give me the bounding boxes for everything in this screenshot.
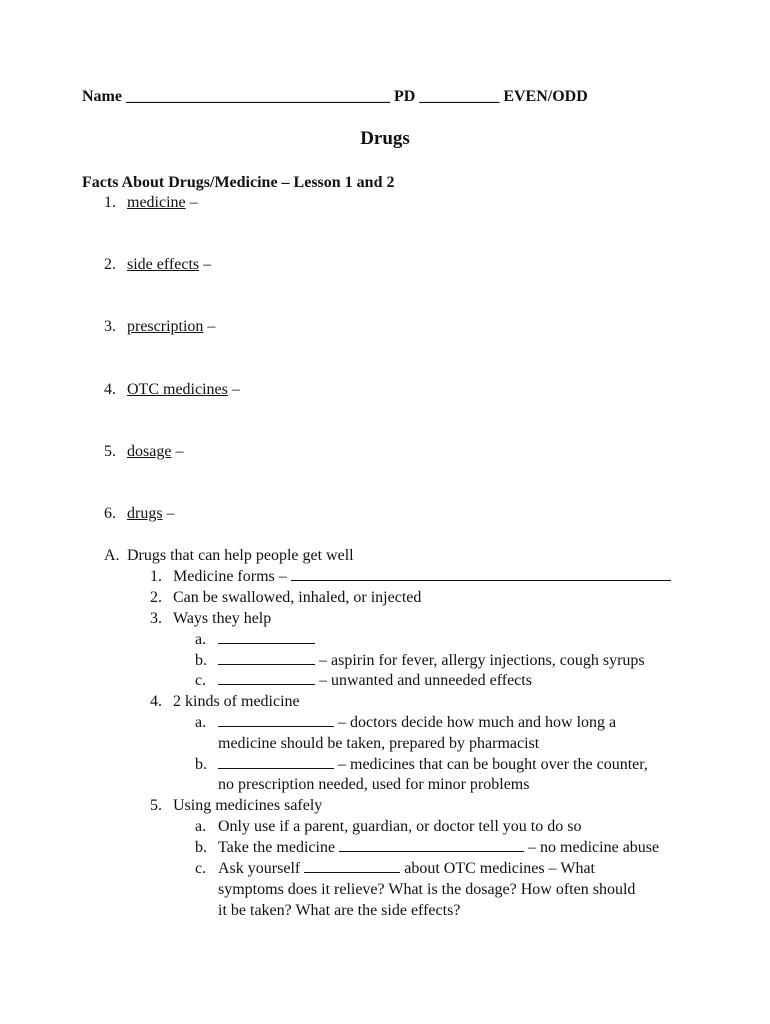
section-heading: Facts About Drugs/Medicine – Lesson 1 and 2 [82, 174, 395, 191]
dash: – [199, 256, 212, 273]
pd-label: PD [393, 88, 416, 105]
outline-subitem [195, 712, 616, 733]
outline-marker: c. [195, 860, 207, 877]
answer-blank [218, 650, 315, 665]
outline-subitem [195, 858, 595, 879]
outline-marker: c. [195, 672, 207, 689]
outline-text: about OTC medicines – What [400, 860, 595, 877]
outline-text: – unwanted and unneeded effects [315, 672, 532, 689]
outline-continuation: symptoms does it relieve? What is the dosage? How often should [218, 881, 636, 898]
outline-subitem [195, 629, 315, 650]
item-number: 3. [104, 318, 116, 335]
definition-item [104, 254, 211, 275]
outline-marker: b. [195, 839, 207, 856]
outline-subitem [195, 837, 659, 858]
term: OTC medicines [127, 381, 228, 398]
term: dosage [127, 443, 172, 460]
outline-text: Drugs that can help people get well [127, 547, 354, 564]
outline-text: Only use if a parent, guardian, or doctor tell you to do so [218, 818, 582, 835]
outline-item [150, 587, 421, 608]
outline-marker: a. [195, 631, 207, 648]
name-blank: _________________________________ [125, 88, 390, 105]
outline-continuation: no prescription needed, used for minor problems [218, 776, 530, 793]
outline-subitem [195, 816, 581, 837]
definition-item [104, 503, 175, 524]
name-label: Name [82, 88, 122, 105]
outline-marker: A. [104, 547, 120, 564]
definition-item [104, 441, 183, 462]
outline-marker: b. [195, 756, 207, 773]
outline-text: – medicines that can be bought over the counter, [334, 756, 648, 773]
outline-a [104, 545, 354, 566]
outline-marker: 5. [150, 797, 162, 814]
name-period-header [82, 86, 588, 107]
outline-text-before: Ask yourself [218, 860, 305, 877]
outline-item [150, 608, 271, 629]
answer-blank [218, 629, 315, 644]
answer-blank [304, 858, 400, 873]
dash: – [171, 443, 184, 460]
term: prescription [127, 318, 204, 335]
outline-item [150, 566, 671, 587]
dash: – [203, 318, 216, 335]
definition-item [104, 192, 198, 213]
outline-subitem [195, 754, 648, 775]
outline-marker: a. [195, 818, 207, 835]
outline-marker: 3. [150, 610, 162, 627]
dash: – [227, 381, 240, 398]
dash: – [162, 505, 175, 522]
outline-text: – doctors decide how much and how long a [334, 714, 617, 731]
item-number: 2. [104, 256, 116, 273]
item-number: 1. [104, 194, 116, 211]
outline-subitem [195, 670, 532, 691]
answer-blank [218, 754, 334, 769]
outline-text: – aspirin for fever, allergy injections, cough syrups [315, 652, 645, 669]
definition-item [104, 316, 215, 337]
outline-continuation: it be taken? What are the side effects? [218, 902, 461, 919]
outline-text-before: Take the medicine [218, 839, 340, 856]
item-number: 6. [104, 505, 116, 522]
outline-item [150, 691, 300, 712]
page-title: Drugs [360, 128, 410, 149]
outline-marker: b. [195, 652, 207, 669]
answer-blank [339, 837, 524, 852]
item-number: 4. [104, 381, 116, 398]
outline-continuation: medicine should be taken, prepared by pharmacist [218, 735, 540, 752]
answer-blank [218, 712, 334, 727]
definition-item [104, 379, 240, 400]
answer-blank [291, 566, 671, 581]
term: side effects [127, 256, 200, 273]
item-number: 5. [104, 443, 116, 460]
outline-text: Using medicines safely [173, 797, 323, 814]
pd-blank: __________ [419, 88, 500, 105]
outline-text: Can be swallowed, inhaled, or injected [173, 589, 422, 606]
term: medicine [127, 194, 186, 211]
outline-text: – no medicine abuse [524, 839, 660, 856]
dash: – [185, 194, 198, 211]
outline-marker: 1. [150, 568, 162, 585]
outline-item [150, 795, 322, 816]
answer-blank [218, 670, 315, 685]
outline-text: Medicine forms – [173, 568, 291, 585]
outline-marker: a. [195, 714, 207, 731]
outline-marker: 4. [150, 693, 162, 710]
outline-marker: 2. [150, 589, 162, 606]
outline-text: 2 kinds of medicine [173, 693, 300, 710]
outline-text: Ways they help [173, 610, 272, 627]
outline-subitem [195, 650, 645, 671]
term: drugs [127, 505, 163, 522]
even-odd-label: EVEN/ODD [503, 88, 588, 105]
